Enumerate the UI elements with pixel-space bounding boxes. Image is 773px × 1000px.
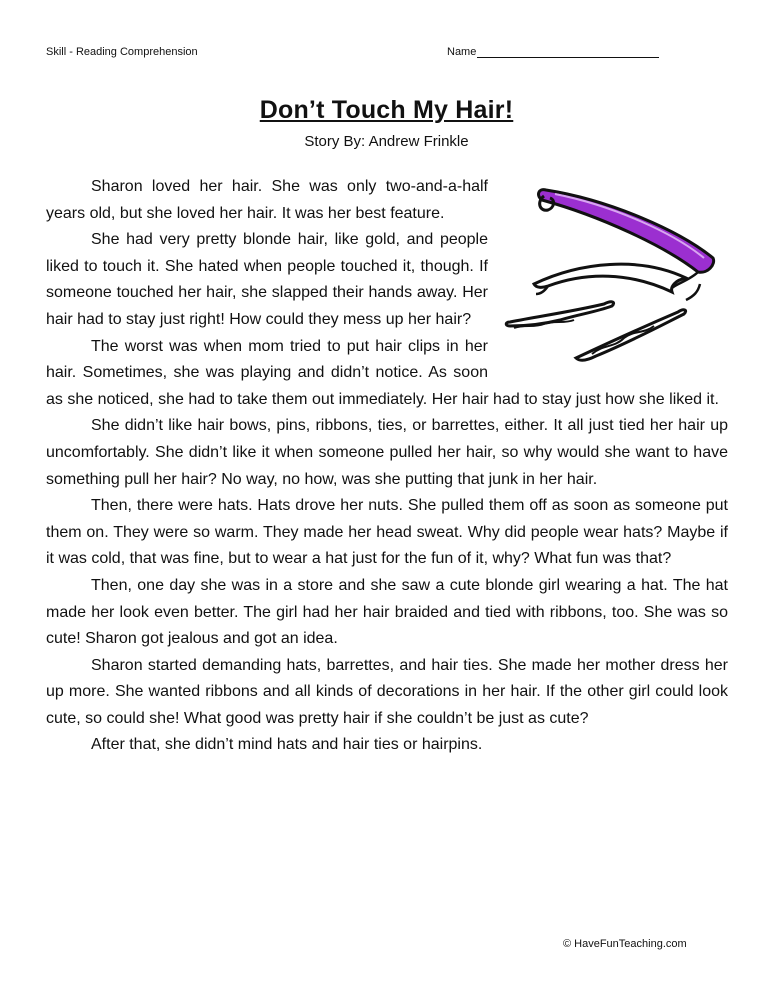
name-field xyxy=(447,46,659,58)
paragraph: The worst was when mom tried to put hair clips in her hair. Sometimes, she was playing and didn’t notice. As soon as she noticed, she had to take them out immediately. Her hair had to stay just how she liked it. xyxy=(46,337,719,408)
story-byline: Story By: Andrew Frinkle xyxy=(304,133,469,150)
paragraph: Then, there were hats. Hats drove her nuts. She pulled them off as soon as someone put them on. They were so warm. They made her head sweat. Why did people wear hats? Maybe if it was cold, that was fine, but to wear a hat just for the fun of it, why? What fun was that? xyxy=(46,497,728,568)
story-body xyxy=(46,174,728,759)
paragraph: She didn’t like hair bows, pins, ribbons, ties, or barrettes, either. It all just tied her hair up uncomfortably. She didn’t like it when someone pulled her hair, so why would she want to have something pull her hair? No way, no how, was she putting that junk in her hair. xyxy=(46,417,728,488)
copyright-footer: © HaveFunTeaching.com xyxy=(563,938,687,950)
paragraph: Sharon loved her hair. She was only two-and-a-half years old, but she loved her hair. It was her best feature. xyxy=(46,178,488,222)
skill-label: Skill - Reading Comprehension xyxy=(46,46,198,58)
name-label: Name xyxy=(447,46,477,58)
paragraph: Then, one day she was in a store and she saw a cute blonde girl wearing a hat. The hat made her look even better. The girl had her hair braided and tied with ribbons, too. She was so cute! Sharon got jealous and got an idea. xyxy=(46,576,728,648)
paragraph: After that, she didn’t mind hats and hair ties or hairpins. xyxy=(91,736,483,754)
story-title: Don’t Touch My Hair! xyxy=(259,96,514,124)
illustration-space xyxy=(488,174,728,366)
paragraph: She had very pretty blonde hair, like gold, and people liked to touch it. She hated when people touched it, though. If someone touched her hair, she slapped their hands away. Her hair had to stay just right! How could they mess up her hair? xyxy=(46,231,488,328)
paragraph: Sharon started demanding hats, barrettes, and hair ties. She made her mother dress her up more. She wanted ribbons and all kinds of decorations in her hair. If the other girl could look cute, so could she! What good was pretty hair if she couldn’t be just as cute? xyxy=(46,656,728,727)
name-blank-line xyxy=(477,46,659,58)
